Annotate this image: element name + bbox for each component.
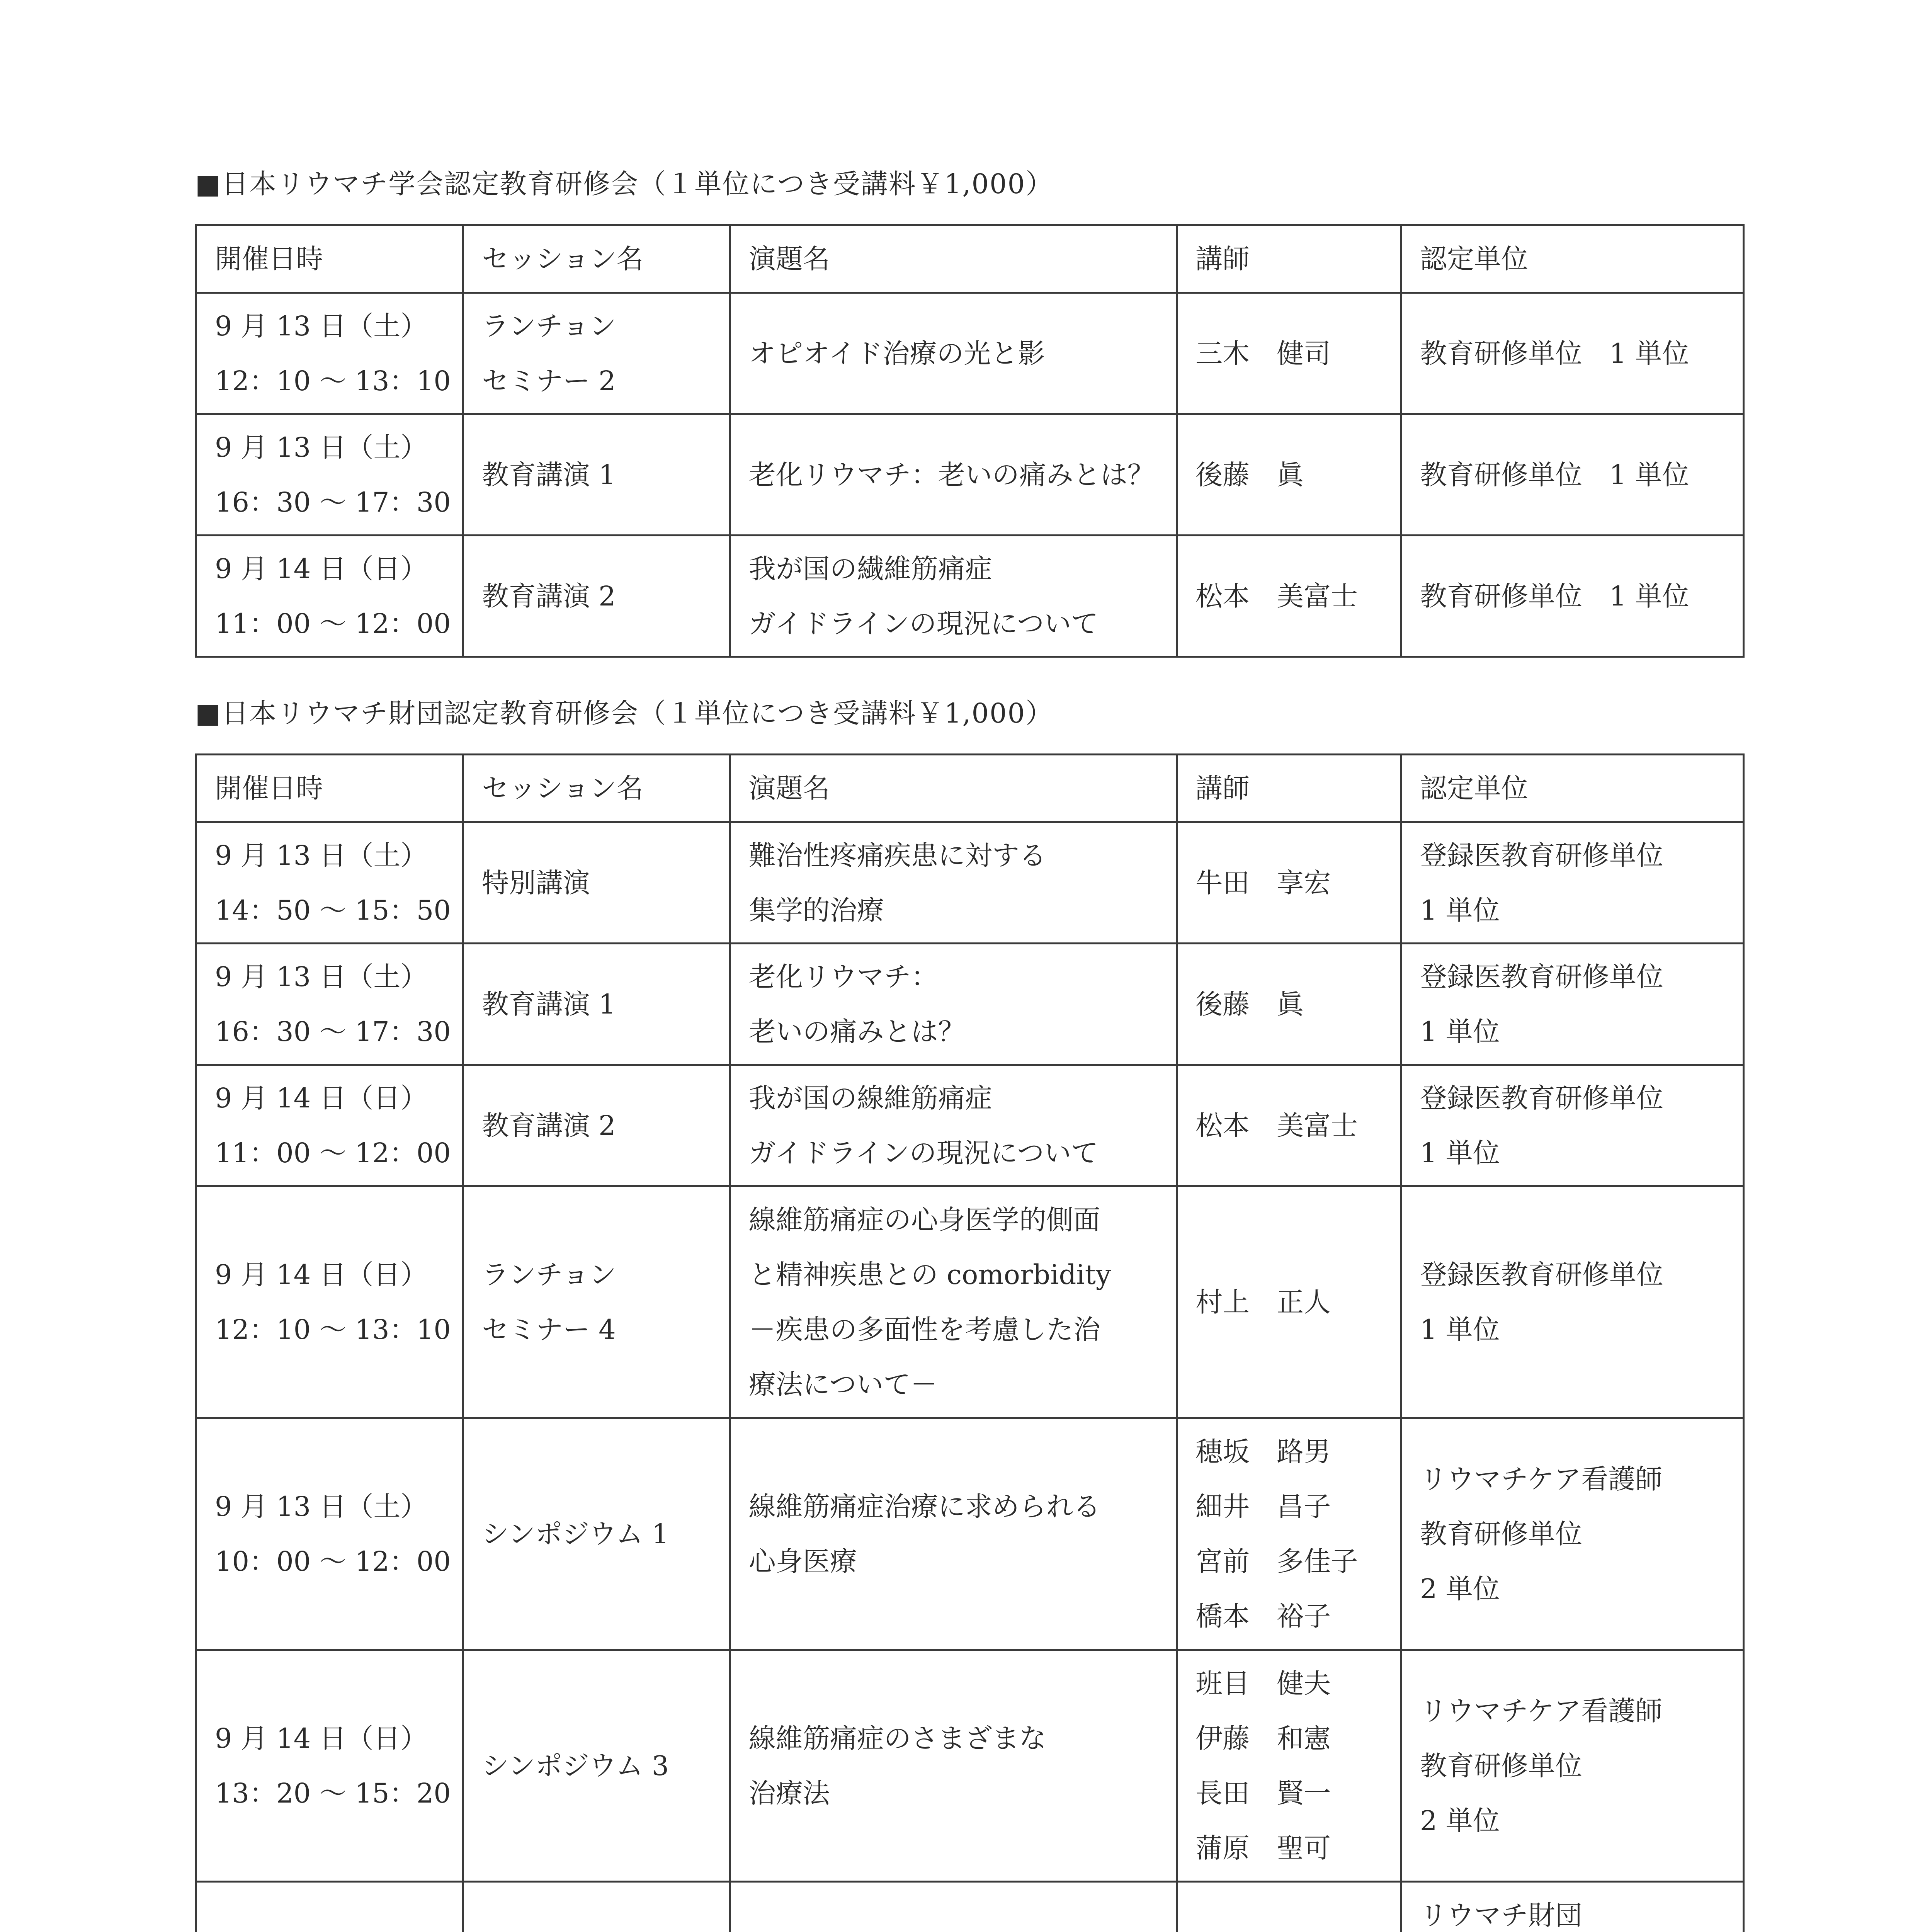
cell-date-line: 10：00 〜 12：00 [215, 1545, 451, 1577]
cell-credit-line: リウマチケア看護師 [1420, 1463, 1663, 1495]
cell-session [463, 1882, 730, 1932]
cell-date [196, 1065, 463, 1186]
cell-lecturer-line: 伊藤 和憲 [1195, 1722, 1331, 1754]
cell-lecturer-line: 村上 正人 [1195, 1286, 1331, 1318]
cell-date [196, 536, 463, 657]
cell-session [463, 822, 730, 944]
cell-credit-line: 2 単位 [1420, 1804, 1500, 1837]
cell-title-line: 治療法 [748, 1777, 830, 1809]
cell-session-line: 教育講演 1 [481, 459, 616, 491]
cell-date-line: 9 月 13 日（土） [215, 431, 428, 463]
cell-credit-line: 教育研修単位 [1420, 1518, 1582, 1550]
cell-credit [1401, 1882, 1743, 1932]
cell-lecturer-line: 穂坂 路男 [1195, 1435, 1331, 1468]
cell-lecturer [1177, 1418, 1401, 1650]
cell-lecturer-line: 三木 健司 [1195, 337, 1331, 369]
cell-date-line: 9 月 13 日（土） [215, 1490, 428, 1522]
cell-credit [1401, 944, 1743, 1065]
table-header-row [196, 225, 1744, 293]
cell-credit [1401, 1650, 1743, 1882]
cell-title [730, 1186, 1177, 1418]
cell-session [463, 1418, 730, 1650]
cell-date-line: 9 月 13 日（土） [215, 310, 428, 342]
cell-session [463, 414, 730, 536]
table-row [196, 1650, 1744, 1882]
cell-date [196, 414, 463, 536]
cell-credit [1401, 293, 1743, 414]
cell-session [463, 293, 730, 414]
table-row [196, 1418, 1744, 1650]
cell-credit [1401, 414, 1743, 536]
table-row [196, 1186, 1744, 1418]
cell-date [196, 1186, 463, 1418]
cell-session-line: セミナー 4 [481, 1313, 616, 1345]
cell-lecturer-line: 後藤 眞 [1195, 988, 1304, 1020]
cell-credit [1401, 1418, 1743, 1650]
cell-date-line: 16：30 〜 17：30 [215, 486, 451, 518]
column-header-lecturer: 講師 [1177, 225, 1401, 293]
cell-date [196, 293, 463, 414]
cell-lecturer [1177, 1650, 1401, 1882]
cell-lecturer-line: 宮前 多佳子 [1195, 1545, 1358, 1577]
table-row [196, 536, 1744, 657]
cell-lecturer [1177, 944, 1401, 1065]
cell-credit-line: 登録医教育研修単位 [1420, 1259, 1663, 1291]
table-row [196, 414, 1744, 536]
cell-title [730, 1065, 1177, 1186]
column-header-date: 開催日時 [196, 225, 463, 293]
column-header-title: 演題名 [730, 225, 1177, 293]
cell-date-line: 9 月 14 日（日） [215, 553, 428, 585]
cell-title-line: 線維筋痛症のさまざまな [748, 1722, 1046, 1754]
cell-lecturer-line: 松本 美富士 [1195, 580, 1358, 612]
cell-session-line: 教育講演 2 [481, 580, 616, 612]
cell-credit-line: 2 単位 [1420, 1573, 1500, 1605]
cell-date [196, 1418, 463, 1650]
cell-lecturer [1177, 414, 1401, 536]
cell-title-line: と精神疾患との comorbidity [748, 1259, 1111, 1291]
cell-credit-line: 1 単位 [1420, 1137, 1500, 1169]
cell-title-line: オピオイド治療の光と影 [748, 337, 1045, 369]
cell-date-line: 9 月 13 日（土） [215, 839, 428, 871]
cell-credit-line: リウマチ財団 [1420, 1899, 1582, 1931]
cell-title [730, 1650, 1177, 1882]
table-row [196, 944, 1744, 1065]
cell-title-line: 心身医療 [748, 1545, 857, 1577]
cell-title [730, 293, 1177, 414]
section-heading-jcr: ■日本リウマチ学会認定教育研修会（１単位につき受講料￥1,000） [195, 168, 1054, 200]
cell-title-line: 難治性疼痛疾患に対する [748, 839, 1046, 871]
cell-title-line: －疾患の多面性を考慮した治 [748, 1313, 1100, 1345]
cell-date-line: 9 月 13 日（土） [215, 961, 428, 993]
cell-title-line: ガイドラインの現況について [748, 607, 1099, 639]
cell-credit-line: 1 単位 [1420, 894, 1500, 926]
column-header-lecturer: 講師 [1177, 755, 1401, 822]
column-header-date: 開催日時 [196, 755, 463, 822]
table-foundation-education [195, 753, 1745, 1932]
cell-title [730, 1882, 1177, 1932]
table-row [196, 1882, 1744, 1932]
cell-session-line: シンポジウム 3 [481, 1750, 669, 1782]
cell-lecturer-line: 松本 美富士 [1195, 1109, 1358, 1141]
cell-title [730, 1418, 1177, 1650]
cell-lecturer-line: 細井 昌子 [1195, 1490, 1331, 1522]
cell-lecturer-line: 橋本 裕子 [1195, 1600, 1331, 1632]
cell-credit [1401, 1065, 1743, 1186]
cell-date [196, 822, 463, 944]
cell-date [196, 1650, 463, 1882]
cell-lecturer [1177, 1186, 1401, 1418]
cell-credit-line: 教育研修単位 1 単位 [1420, 459, 1689, 491]
cell-lecturer-line: 長田 賢一 [1195, 1777, 1331, 1809]
cell-session-line: シンポジウム 1 [481, 1518, 669, 1550]
cell-title-line: 集学的治療 [748, 894, 884, 926]
cell-session-line: 特別講演 [481, 867, 590, 899]
cell-credit [1401, 822, 1743, 944]
cell-date [196, 1882, 463, 1932]
cell-date-line: 12：10 〜 13：10 [215, 365, 451, 397]
cell-credit [1401, 1186, 1743, 1418]
cell-lecturer [1177, 293, 1401, 414]
cell-lecturer [1177, 1065, 1401, 1186]
cell-lecturer [1177, 536, 1401, 657]
cell-credit-line: 1 単位 [1420, 1015, 1500, 1048]
column-header-session: セッション名 [463, 755, 730, 822]
cell-date-line: 13：20 〜 15：20 [215, 1777, 451, 1809]
cell-lecturer [1177, 1882, 1401, 1932]
cell-title-line: 老化リウマチ： [748, 961, 938, 993]
column-header-credit: 認定単位 [1401, 755, 1743, 822]
cell-title-line: 我が国の繊維筋痛症 [748, 553, 992, 585]
cell-title-line: 老化リウマチ：老いの痛みとは？ [748, 459, 1155, 491]
cell-session [463, 1065, 730, 1186]
table-row [196, 293, 1744, 414]
column-header-title: 演題名 [730, 755, 1177, 822]
cell-date-line: 16：30 〜 17：30 [215, 1015, 451, 1048]
cell-lecturer-line: 後藤 眞 [1195, 459, 1304, 491]
cell-date [196, 944, 463, 1065]
cell-session-line: ランチョン [481, 1259, 616, 1291]
table-jcr-education [195, 224, 1745, 658]
cell-credit-line: 登録医教育研修単位 [1420, 1082, 1663, 1114]
column-header-credit: 認定単位 [1401, 225, 1743, 293]
cell-lecturer-line: 班目 健夫 [1195, 1667, 1331, 1699]
cell-credit-line: 1 単位 [1420, 1313, 1500, 1345]
column-header-session: セッション名 [463, 225, 730, 293]
section-heading-foundation: ■日本リウマチ財団認定教育研修会（１単位につき受講料￥1,000） [195, 697, 1054, 729]
cell-title [730, 822, 1177, 944]
cell-date-line: 9 月 14 日（日） [215, 1259, 428, 1291]
cell-session-line: ランチョン [481, 310, 616, 342]
cell-credit-line: 教育研修単位 1 単位 [1420, 337, 1689, 369]
cell-credit-line: リウマチケア看護師 [1420, 1695, 1663, 1727]
cell-title [730, 414, 1177, 536]
cell-credit [1401, 536, 1743, 657]
cell-session [463, 536, 730, 657]
table-header-row [196, 755, 1744, 822]
cell-session [463, 1186, 730, 1418]
cell-title-line: ガイドラインの現況について [748, 1137, 1099, 1169]
cell-lecturer [1177, 822, 1401, 944]
cell-title-line: 療法について－ [748, 1368, 938, 1400]
cell-date-line: 14：50 〜 15：50 [215, 894, 451, 926]
cell-session [463, 1650, 730, 1882]
table-row [196, 822, 1744, 944]
cell-title-line: 老いの痛みとは？ [748, 1015, 965, 1048]
cell-lecturer-line: 牛田 享宏 [1195, 867, 1331, 899]
cell-credit-line: 登録医教育研修単位 [1420, 839, 1663, 871]
cell-session-line: 教育講演 1 [481, 988, 616, 1020]
cell-credit-line: 教育研修単位 [1420, 1750, 1582, 1782]
cell-credit-line: 登録医教育研修単位 [1420, 961, 1663, 993]
cell-title-line: 線維筋痛症の心身医学的側面 [748, 1204, 1100, 1236]
cell-credit-line: 教育研修単位 1 単位 [1420, 580, 1689, 612]
cell-lecturer-line: 蒲原 聖可 [1195, 1832, 1331, 1864]
cell-date-line: 11：00 〜 12：00 [215, 607, 451, 639]
table-row [196, 1065, 1744, 1186]
cell-title-line: 線維筋痛症治療に求められる [748, 1490, 1100, 1522]
cell-date-line: 9 月 14 日（日） [215, 1082, 428, 1114]
cell-date-line: 9 月 14 日（日） [215, 1722, 428, 1754]
cell-title-line: 我が国の線維筋痛症 [748, 1082, 992, 1114]
cell-title [730, 944, 1177, 1065]
cell-session [463, 944, 730, 1065]
cell-session-line: 教育講演 2 [481, 1109, 616, 1141]
cell-date-line: 12：10 〜 13：10 [215, 1313, 451, 1345]
cell-session-line: セミナー 2 [481, 365, 616, 397]
cell-title [730, 536, 1177, 657]
cell-date-line: 11：00 〜 12：00 [215, 1137, 451, 1169]
